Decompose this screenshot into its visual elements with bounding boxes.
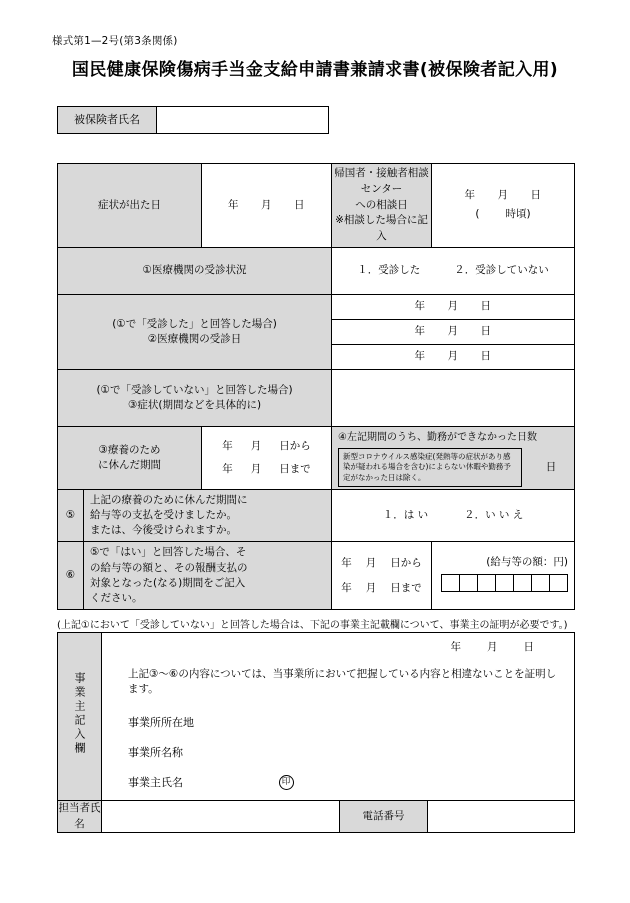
salary-detail-label	[84, 542, 332, 610]
rest-to-month: 月	[250, 462, 262, 475]
tel-label: 電話番号	[340, 801, 428, 832]
employer-fields	[102, 633, 575, 801]
salary-detail-label-line2: の給与等の額と、その報酬支払の	[90, 561, 248, 574]
amount-box[interactable]	[550, 574, 568, 591]
visit-status-options[interactable]	[332, 247, 575, 294]
employer-date-field[interactable]	[102, 633, 574, 655]
rest-period-label	[58, 426, 202, 489]
salary-paid-option-1[interactable]: １．は い	[382, 508, 429, 521]
employer-date-day: 日	[523, 641, 534, 653]
amount-box[interactable]	[532, 574, 550, 591]
visit-date-field-2[interactable]	[332, 319, 575, 344]
employer-side-label-text: 事業主記入欄	[73, 672, 86, 757]
amount-box[interactable]	[496, 574, 514, 591]
amount-box-grid[interactable]	[441, 574, 568, 592]
form-number: 様式第1—2号(第3条関係)	[52, 35, 178, 47]
absent-days-unit: 日	[545, 460, 557, 473]
salary-amount-label: (給与等の額：円)	[486, 555, 568, 568]
row6-number: ⑥	[58, 542, 84, 610]
salary-paid-label-line3: または、今後受けられますか。	[90, 524, 237, 537]
table-row-onset	[58, 164, 575, 248]
employer-date-month: 月	[487, 641, 498, 653]
visit-date-field-1[interactable]	[332, 294, 575, 319]
consult-time: 時頃)	[505, 208, 531, 221]
visit-date-2-month: 月	[447, 325, 459, 338]
insured-name-block	[57, 106, 329, 134]
consult-center-label-line3: ※相談した場合に記入	[335, 214, 428, 242]
salary-detail-label-line3: 対象となった(なる)期間をご記入	[90, 576, 246, 589]
rest-period-label-line2: に休んだ期間	[98, 458, 161, 471]
amount-box[interactable]	[442, 574, 460, 591]
table-row-rest-period	[58, 426, 575, 489]
visit-date-3-month: 月	[447, 350, 459, 363]
consult-center-label	[332, 164, 432, 248]
salary-detail-label-line1: ⑤で「はい」と回答した場合、そ	[90, 546, 247, 559]
rest-period-to[interactable]	[202, 462, 331, 477]
table-row-employer-body	[58, 633, 575, 801]
rest-to-day: 日まで	[279, 462, 311, 475]
visit-date-3-day: 日	[480, 350, 492, 363]
consult-day: 日	[530, 189, 542, 202]
visit-date-2-year: 年	[414, 325, 426, 338]
rest-from-day: 日から	[279, 439, 311, 452]
employer-statement: 上記③～⑥の内容については、当事業所において把握している内容と相違ないことを証明します。	[128, 668, 557, 696]
salary-to-year: 年	[341, 581, 352, 594]
salary-paid-options[interactable]	[332, 489, 575, 542]
consult-time-paren: (	[475, 208, 480, 221]
visit-date-label-line2: ②医療機関の受診日	[147, 332, 242, 345]
consult-center-label-line1: 帰国者・接触者相談センター	[334, 167, 429, 195]
row5-number: ⑤	[58, 489, 84, 542]
salary-from-year: 年	[341, 556, 352, 569]
rest-to-year: 年	[222, 462, 233, 475]
table-row	[58, 107, 329, 134]
visit-date-1-day: 日	[480, 300, 492, 313]
salary-amount-boxes[interactable]	[438, 574, 568, 597]
visit-date-label	[58, 294, 332, 369]
employer-address-label: 事業所所在地	[128, 715, 194, 729]
onset-date-field[interactable]	[202, 164, 332, 248]
rest-period-from[interactable]	[202, 439, 331, 454]
salary-from-month: 月	[365, 556, 377, 569]
contact-name-label: 担当者氏名	[58, 801, 102, 832]
visit-date-3-year: 年	[414, 350, 426, 363]
table-row-visit-status	[58, 247, 575, 294]
consult-date-field[interactable]	[432, 164, 575, 248]
visit-date-2-day: 日	[480, 325, 492, 338]
table-row-salary-paid	[58, 489, 575, 542]
rest-from-year: 年	[222, 439, 233, 452]
salary-detail-label-line4: ください。	[90, 592, 143, 605]
table-row-contact	[58, 801, 575, 832]
contact-name-value[interactable]	[102, 801, 340, 832]
visit-date-1-month: 月	[447, 300, 459, 313]
insured-name-value[interactable]	[157, 107, 329, 134]
onset-label: 症状が出た日	[58, 164, 202, 248]
tel-value[interactable]	[428, 801, 575, 832]
visit-date-field-3[interactable]	[332, 344, 575, 369]
absent-days-cell	[332, 426, 575, 489]
symptoms-value[interactable]	[332, 369, 575, 426]
consult-month: 月	[497, 189, 509, 202]
symptoms-label	[58, 369, 332, 426]
consult-center-label-line2: への相談日	[355, 198, 408, 211]
rest-period-label-line1: ③療養のため	[98, 443, 161, 456]
table-row-symptoms	[58, 369, 575, 426]
visit-date-1-year: 年	[414, 300, 426, 313]
salary-amount-cell	[432, 542, 575, 610]
amount-box[interactable]	[460, 574, 478, 591]
rest-period-dates[interactable]	[202, 426, 332, 489]
page-title: 国民健康保険傷病手当金支給申請書兼請求書(被保険者記入用)	[71, 60, 559, 80]
absent-days-label: ④左記期間のうち、勤務ができなかった日数	[338, 431, 537, 443]
visit-status-option-2[interactable]: ２．受診していない	[454, 264, 549, 277]
salary-to-month: 月	[365, 581, 377, 594]
rest-from-month: 月	[250, 439, 262, 452]
visit-date-label-line1: (①で「受診した」と回答した場合)	[112, 317, 277, 330]
table-row-salary-detail	[58, 542, 575, 610]
visit-status-option-1[interactable]: １．受診した	[357, 264, 421, 277]
employer-name-line[interactable]	[102, 738, 574, 768]
table-row-visit-date-1	[58, 294, 575, 319]
employer-owner-line[interactable]	[102, 768, 574, 801]
salary-detail-from[interactable]	[332, 556, 431, 571]
visit-status-label: ①医療機関の受診状況	[58, 247, 332, 294]
salary-paid-label	[84, 489, 332, 542]
amount-box[interactable]	[478, 574, 496, 591]
salary-paid-option-2[interactable]: ２．い い え	[464, 508, 524, 521]
employer-certification-note: (上記①において「受診していない」と回答した場合は、下記の事業主記載欄について、事業主の証明が必要です。)	[57, 620, 568, 631]
employer-side-label	[58, 633, 102, 801]
employer-section-table	[57, 632, 575, 833]
salary-detail-to[interactable]	[332, 581, 431, 596]
employer-name-label: 事業所名称	[128, 745, 183, 759]
insured-name-label: 被保険者氏名	[58, 107, 157, 134]
salary-to-day: 日まで	[390, 581, 422, 594]
stamp-icon: 印	[279, 775, 294, 790]
onset-year: 年	[228, 198, 239, 211]
onset-day: 日	[294, 198, 305, 211]
amount-box-row	[442, 574, 568, 591]
main-form-table	[57, 163, 575, 610]
salary-paid-label-line2: 給与等の支払を受けましたか。	[90, 508, 237, 521]
symptoms-label-line2: ③症状(期間などを具体的に)	[127, 398, 262, 411]
absent-days-note: 新型コロナウイルス感染症(発熱等の症状があり感染が疑われる場合を含む)によらない休暇や勤務予定がなかった日は除く。	[338, 448, 522, 486]
employer-owner-label: 事業主氏名	[128, 775, 183, 789]
salary-detail-dates[interactable]	[332, 542, 432, 610]
employer-address-line[interactable]	[102, 708, 574, 738]
symptoms-label-line1: (①で「受診していない」と回答した場合)	[96, 383, 293, 396]
amount-box[interactable]	[514, 574, 532, 591]
salary-from-day: 日から	[390, 556, 422, 569]
salary-paid-label-line1: 上記の療養のために休んだ期間に	[90, 493, 248, 506]
employer-date-year: 年	[450, 641, 461, 653]
consult-year: 年	[464, 189, 476, 202]
onset-month: 月	[261, 198, 272, 211]
